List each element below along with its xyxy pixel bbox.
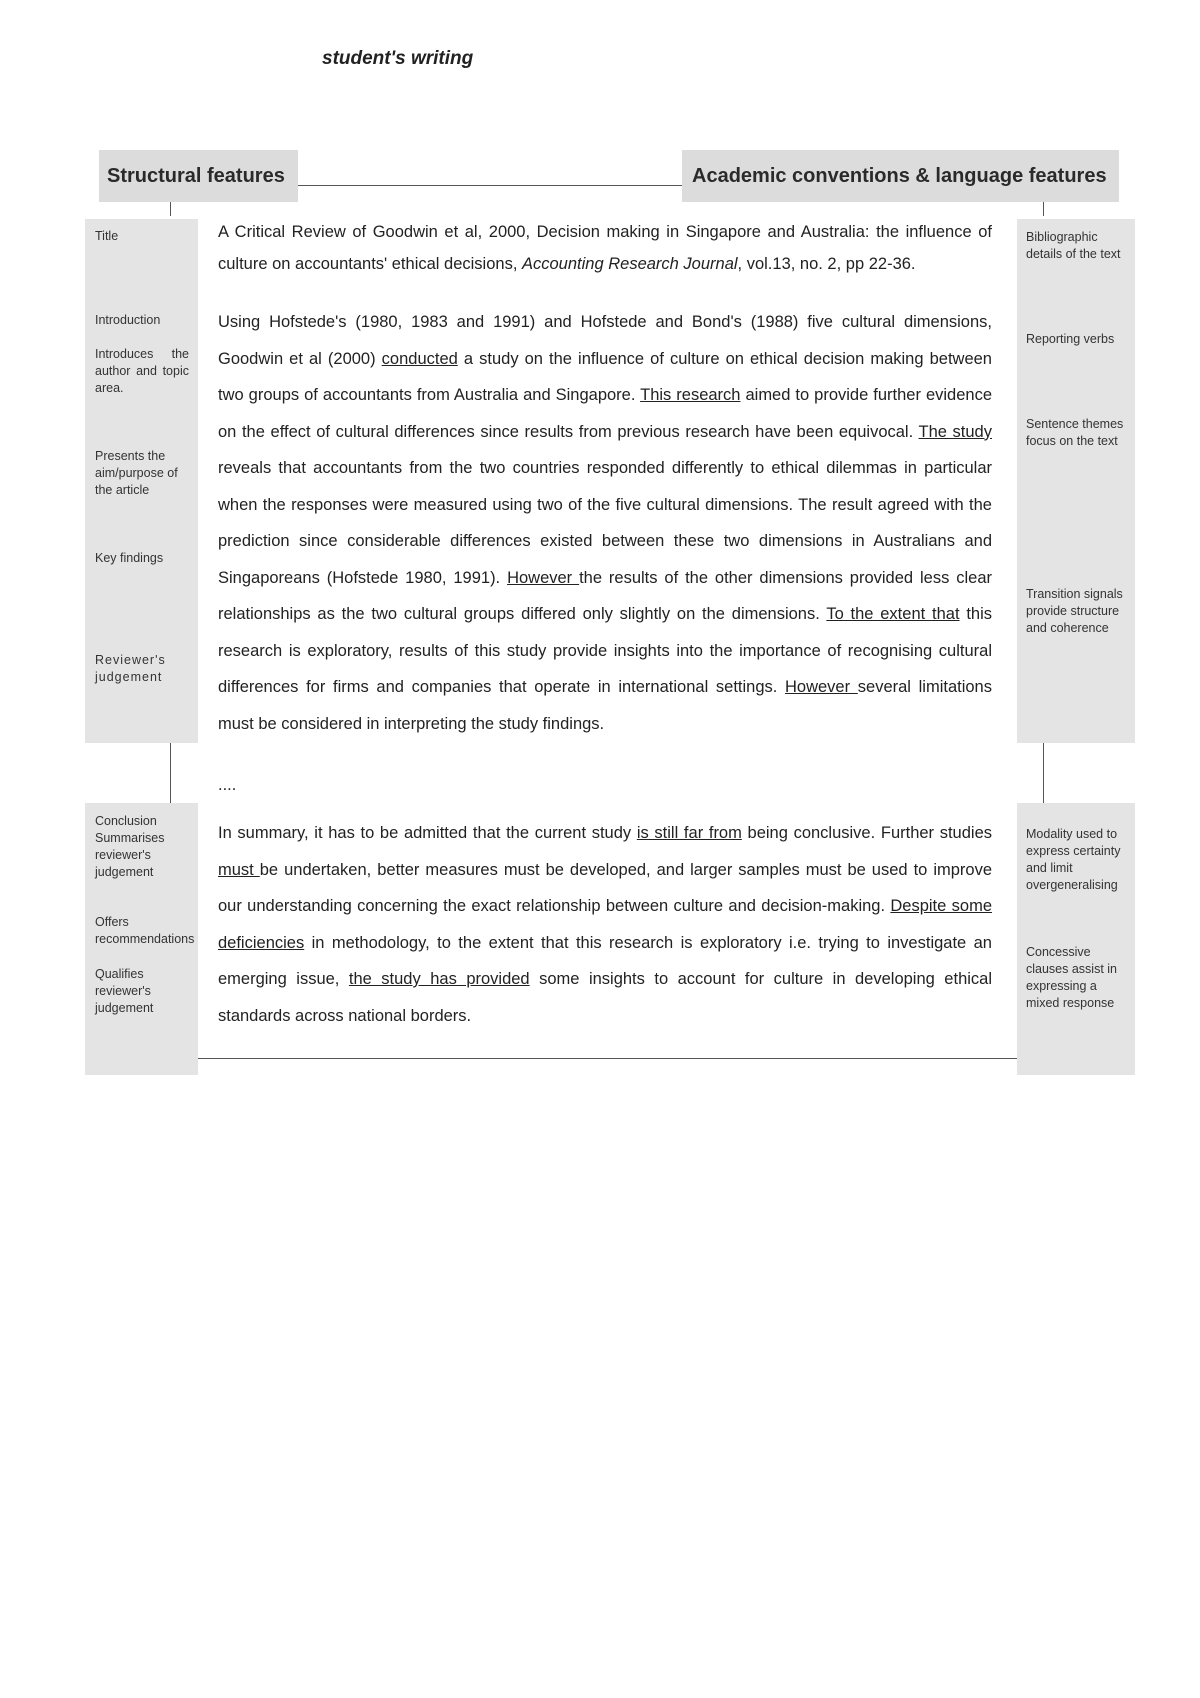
- underline-transition-2: To the extent that: [826, 605, 960, 623]
- academic-conventions-header: Academic conventions & language features: [682, 150, 1119, 202]
- note-reporting-verbs: Reporting verbs: [1026, 332, 1115, 346]
- left-connector-mid: [170, 743, 171, 803]
- note-presents-aim: Presents the aim/purpose of the article: [95, 449, 178, 497]
- note-key-findings: Key findings: [95, 551, 164, 565]
- note-sentence-themes: Sentence themes focus on the text: [1026, 417, 1124, 448]
- underline-modality-1: is still far from: [636, 824, 742, 842]
- note-qualifies: Qualifies reviewer's judgement: [95, 967, 154, 1015]
- note-reviewers-judgement: Reviewer's judgement: [95, 653, 166, 684]
- bottom-rule: [198, 1058, 1017, 1059]
- note-summarises: Summarises reviewer's judgement: [95, 831, 165, 879]
- underline-concessive-1: Despite some deficiencies: [218, 897, 992, 952]
- underline-transition-3: However: [785, 678, 858, 696]
- citation: A Critical Review of Goodwin et al, 2000, Decision making in Singapore and Australia: the influence of culture on accountants' ethical decisions, Accounting Research Journal, vol.13, no. 2, pp 22-36.: [218, 223, 992, 273]
- journal-name: Accounting Research Journal: [522, 255, 738, 273]
- note-offers: Offers recommendations: [95, 915, 195, 946]
- page-title: student's writing: [322, 48, 474, 69]
- note-concessive-clauses: Concessive clauses assist in expressing a mixed response: [1026, 945, 1118, 1010]
- note-introduction: Introduction: [95, 313, 161, 327]
- left-connector-top: [170, 202, 171, 216]
- underline-sentence-theme-1: This research: [640, 386, 741, 404]
- underline-concessive-2: the study has provided: [348, 970, 530, 988]
- note-bibliographic: Bibliographic details of the text: [1026, 230, 1121, 261]
- header-connector-line: [298, 185, 682, 186]
- paragraph-2: In summary, it has to be admitted that the current study is still far from being conclusive. Further studies must be undertaken, better measures must be developed, and larger samples must be used to improve our understanding concerning the exact relationship between culture and decision-making. Despite some deficiencies in methodology, to the extent that this research is exploratory i.e. trying to investigate an emerging issue, the study has provided some insights to account for culture in developing ethical standards across national borders.: [218, 824, 993, 1025]
- underline-sentence-theme-2: The study: [918, 422, 992, 441]
- note-title: Title: [95, 229, 119, 243]
- right-connector-mid: [1043, 743, 1044, 803]
- note-introduces: Introduces the author and topic area.: [95, 347, 189, 395]
- note-conclusion: Conclusion: [95, 814, 157, 828]
- paragraph-1: Using Hofstede's (1980, 1983 and 1991) and Hofstede and Bond's (1988) five cultural dimensions, Goodwin et al (2000) conducted a study on the influence of culture on ethical decision making between two groups of accountants from Australia and Singapore. This research aimed to provide further evidence on the effect of cultural differences since results from previous research have been equivocal. The study reveals that accountants from the two countries responded differently to ethical dilemmas in particular when the responses were measured using two of the five cultural dimensions. The result agreed with the prediction since considerable differences existed between these two dimensions in Australians and Singaporeans (Hofstede 1980, 1991). However the results of the other dimensions provided less clear relationships as the two cultural groups differed only slightly on the dimensions. To the extent that this research is exploratory, results of this study provide insights into the importance of recognising cultural differences for firms and companies that operate in international settings. However several limitations must be considered in interpreting the study findings.: [218, 313, 992, 733]
- underline-modality-2: must: [218, 860, 260, 879]
- note-transition-signals: Transition signals provide structure and coherence: [1026, 587, 1123, 635]
- underline-transition-1: However: [507, 568, 580, 587]
- structural-features-header: Structural features: [99, 150, 298, 202]
- ellipsis: ....: [218, 776, 237, 794]
- note-modality: Modality used to express certainty and limit overgeneralising: [1026, 827, 1121, 892]
- right-connector-top: [1043, 202, 1044, 216]
- underline-reporting-verb: conducted: [381, 349, 458, 368]
- right-panel-top: [1017, 219, 1135, 743]
